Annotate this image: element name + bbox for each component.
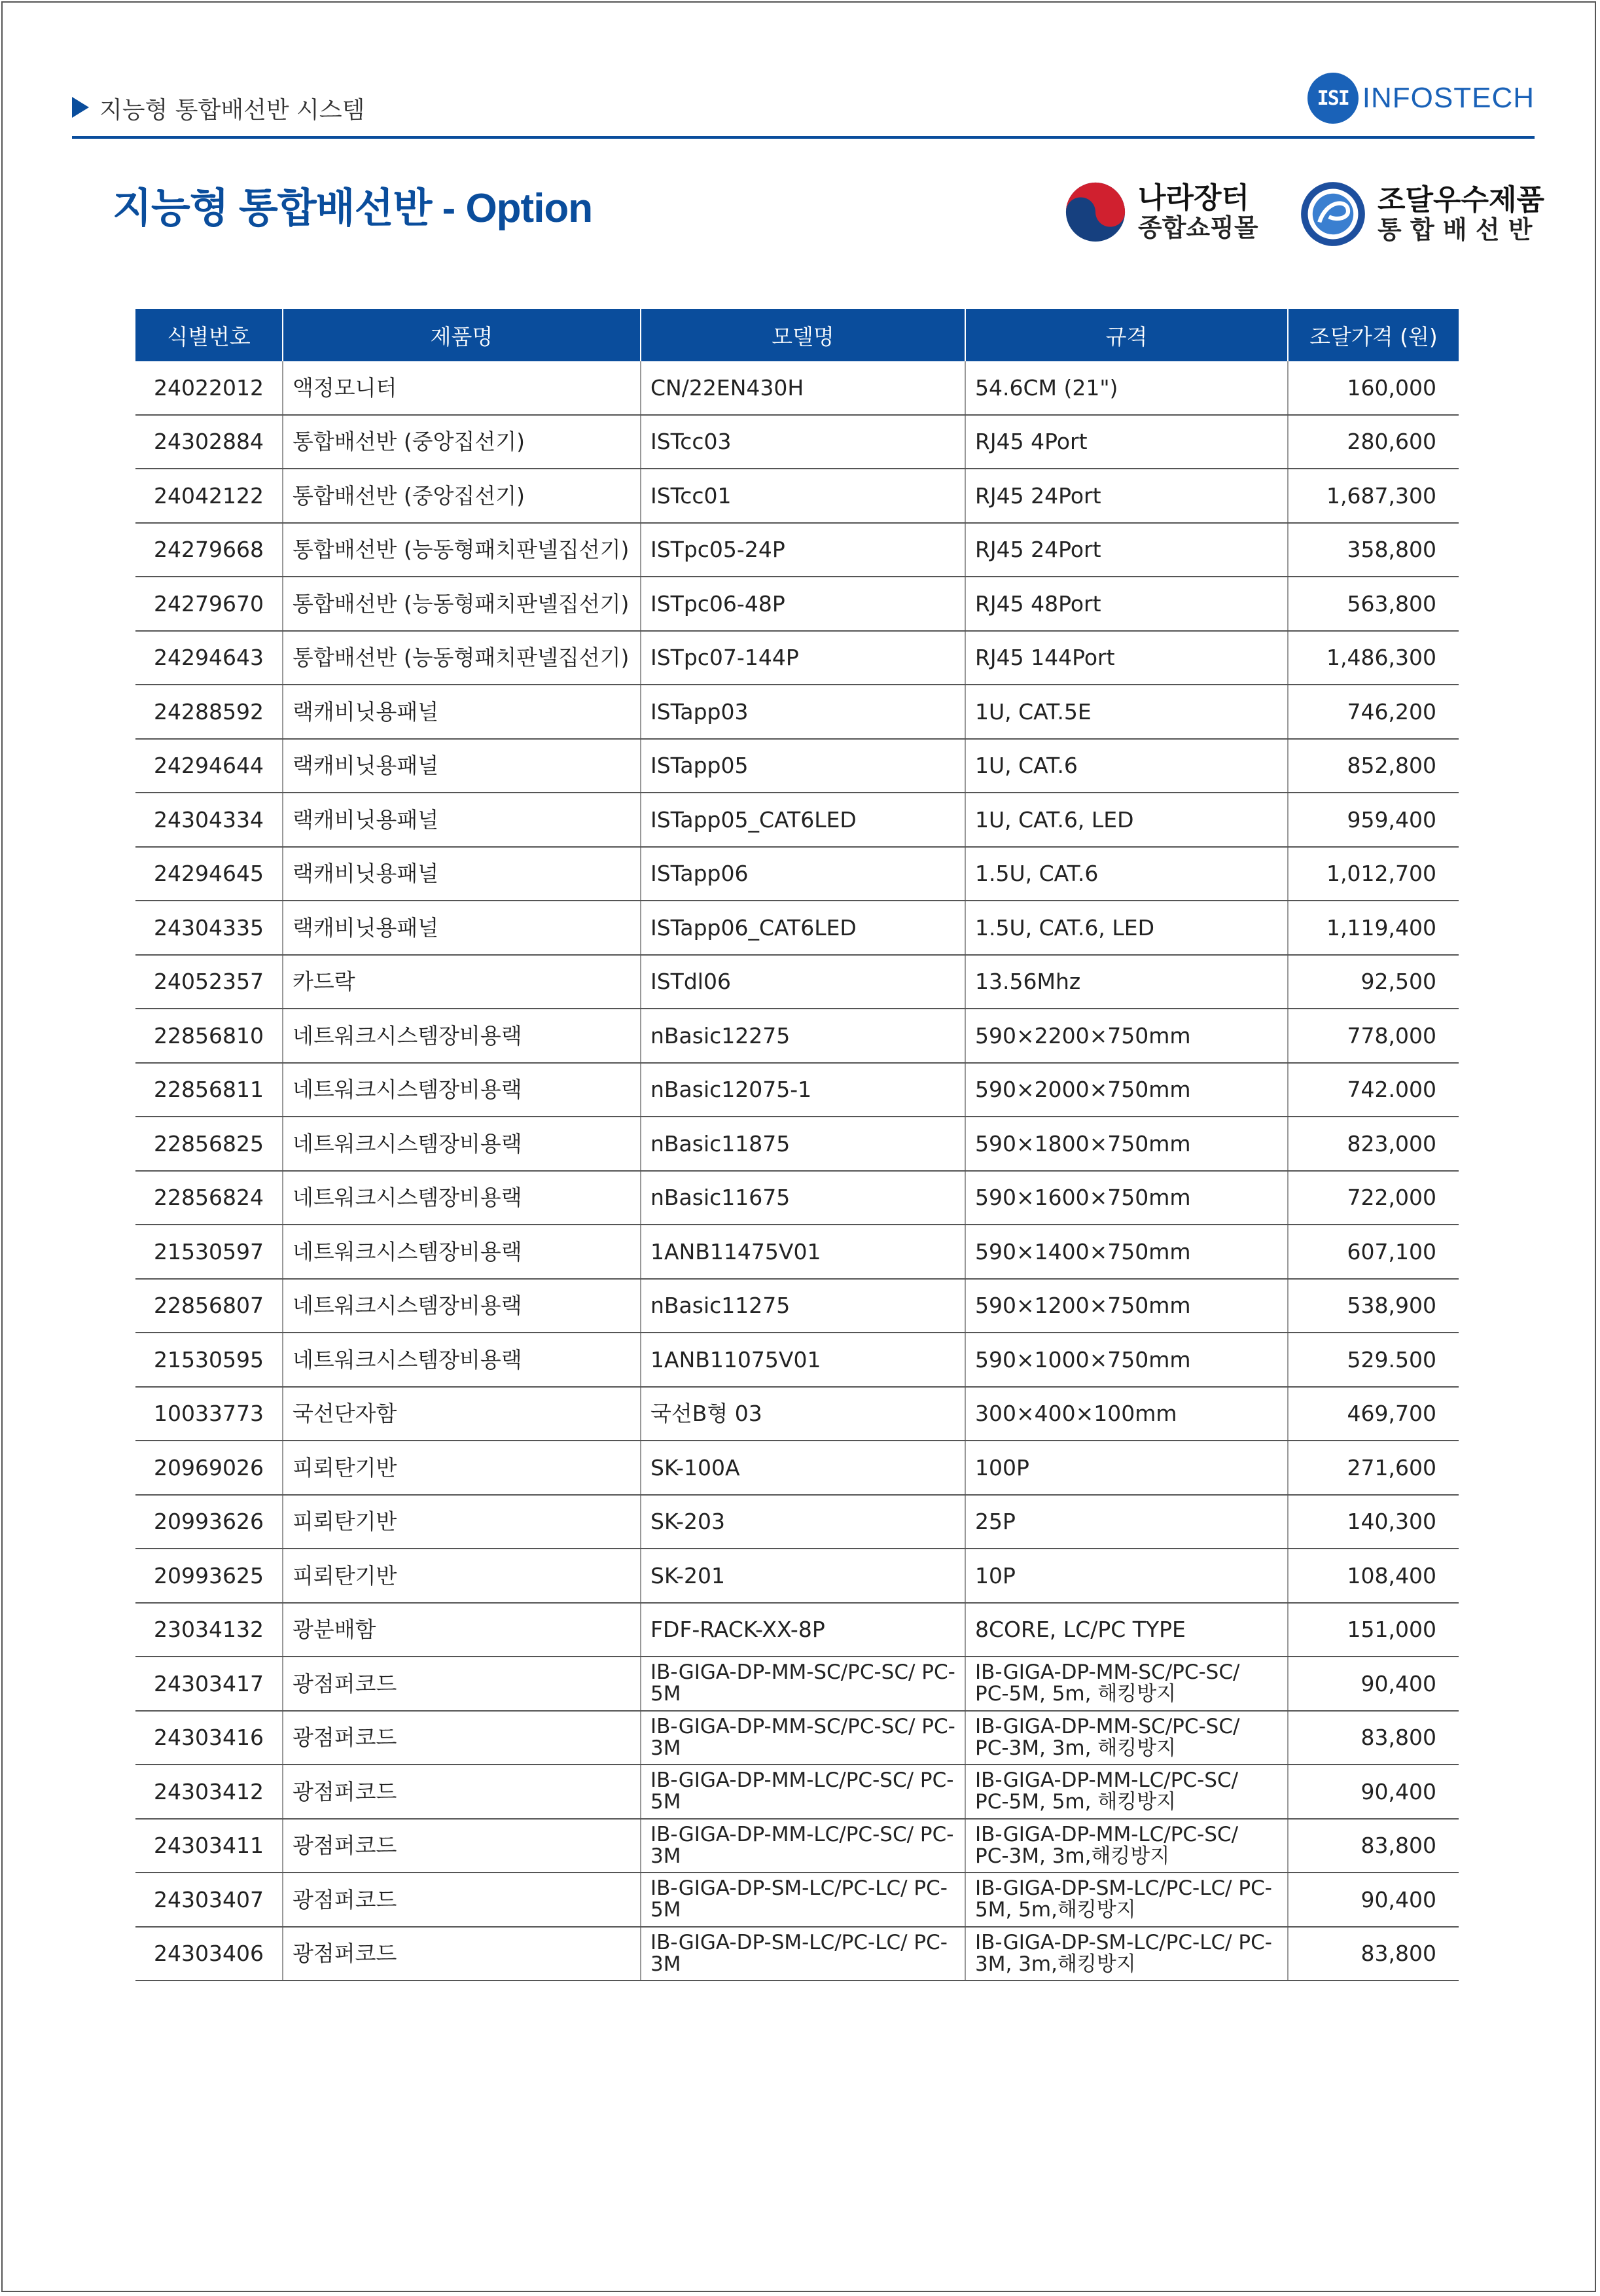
cell-model: ISTapp06 [641, 847, 965, 901]
price-table [135, 309, 1459, 1981]
cell-spec: 300×400×100mm [965, 1387, 1288, 1441]
table-body [135, 361, 1459, 1981]
cell-id: 24022012 [135, 361, 283, 415]
cell-model: ISTcc03 [641, 415, 965, 469]
cell-id: 24294644 [135, 739, 283, 793]
col-header-product: 제품명 [283, 309, 641, 361]
infostech-logo-mark: ISI [1307, 73, 1359, 124]
cell-product: 네트워크시스템장비용랙 [283, 1063, 641, 1117]
cell-product: 광점퍼코드 [283, 1873, 641, 1927]
cell-product: 네트워크시스템장비용랙 [283, 1279, 641, 1333]
cell-price: 742.000 [1288, 1063, 1459, 1117]
cell-id: 22856810 [135, 1009, 283, 1063]
cell-id: 23034132 [135, 1603, 283, 1657]
cell-id: 24042122 [135, 469, 283, 523]
cell-product: 네트워크시스템장비용랙 [283, 1009, 641, 1063]
cell-product: 랙캐비닛용패널 [283, 901, 641, 955]
table-row [135, 1441, 1459, 1495]
nara-marketplace-badge [1063, 180, 1258, 244]
cell-price: 529.500 [1288, 1333, 1459, 1387]
cell-price: 538,900 [1288, 1279, 1459, 1333]
cell-spec: 1U, CAT.6, LED [965, 793, 1288, 847]
cell-model: nBasic12275 [641, 1009, 965, 1063]
cell-model: SK-201 [641, 1549, 965, 1603]
cell-price: 563,800 [1288, 577, 1459, 631]
cell-price: 90,400 [1288, 1765, 1459, 1819]
cell-spec: 1U, CAT.5E [965, 685, 1288, 739]
cell-model: ISTpc06-48P [641, 577, 965, 631]
nara-line2: 종합쇼핑몰 [1138, 213, 1258, 243]
cell-price: 607,100 [1288, 1225, 1459, 1279]
cell-price: 1,486,300 [1288, 631, 1459, 685]
cell-spec: IB-GIGA-DP-MM-LC/PC-SC/ PC-3M, 3m,해킹방지 [965, 1819, 1288, 1873]
cell-product: 피뢰탄기반 [283, 1549, 641, 1603]
cell-price: 823,000 [1288, 1117, 1459, 1171]
cell-id: 10033773 [135, 1387, 283, 1441]
table-row [135, 1657, 1459, 1711]
col-header-id: 식별번호 [135, 309, 283, 361]
cell-product: 피뢰탄기반 [283, 1441, 641, 1495]
cell-product: 랙캐비닛용패널 [283, 739, 641, 793]
cell-model: ISTpc05-24P [641, 523, 965, 577]
cell-spec: 590×1000×750mm [965, 1333, 1288, 1387]
cell-model: ISTapp03 [641, 685, 965, 739]
cell-spec: 25P [965, 1495, 1288, 1549]
page-title: 지능형 통합배선반 - Option [113, 186, 593, 231]
cell-product: 카드락 [283, 955, 641, 1009]
pps-line2: 통 합 배 선 반 [1378, 215, 1533, 245]
cell-id: 24052357 [135, 955, 283, 1009]
cell-price: 90,400 [1288, 1873, 1459, 1927]
cell-price: 722,000 [1288, 1171, 1459, 1225]
cell-price: 108,400 [1288, 1549, 1459, 1603]
cell-model: IB-GIGA-DP-MM-LC/PC-SC/ PC-5M [641, 1765, 965, 1819]
cell-model: ISTapp06_CAT6LED [641, 901, 965, 955]
table-row [135, 1117, 1459, 1171]
cell-spec: IB-GIGA-DP-SM-LC/PC-LC/ PC-5M, 5m,해킹방지 [965, 1873, 1288, 1927]
cell-price: 746,200 [1288, 685, 1459, 739]
table-row [135, 1765, 1459, 1819]
procurement-seal-icon [1299, 180, 1367, 248]
cell-price: 1,687,300 [1288, 469, 1459, 523]
cell-product: 광점퍼코드 [283, 1927, 641, 1981]
cell-spec: 8CORE, LC/PC TYPE [965, 1603, 1288, 1657]
cell-model: 1ANB11475V01 [641, 1225, 965, 1279]
table-row [135, 901, 1459, 955]
taegeuk-icon [1063, 180, 1128, 244]
cell-price: 92,500 [1288, 955, 1459, 1009]
cell-model: nBasic11675 [641, 1171, 965, 1225]
cell-spec: 13.56Mhz [965, 955, 1288, 1009]
table-row [135, 1873, 1459, 1927]
cell-spec: IB-GIGA-DP-SM-LC/PC-LC/ PC-3M, 3m,해킹방지 [965, 1927, 1288, 1981]
cell-id: 24303406 [135, 1927, 283, 1981]
cell-spec: 590×2000×750mm [965, 1063, 1288, 1117]
table-row [135, 1711, 1459, 1765]
cell-spec: 1.5U, CAT.6 [965, 847, 1288, 901]
cell-product: 피뢰탄기반 [283, 1495, 641, 1549]
col-header-model: 모델명 [641, 309, 965, 361]
cell-spec: RJ45 48Port [965, 577, 1288, 631]
cell-spec: 590×1400×750mm [965, 1225, 1288, 1279]
cell-id: 20993625 [135, 1549, 283, 1603]
cell-id: 24303412 [135, 1765, 283, 1819]
cell-model: SK-100A [641, 1441, 965, 1495]
cell-spec: 590×1200×750mm [965, 1279, 1288, 1333]
cell-spec: 100P [965, 1441, 1288, 1495]
table-row [135, 1819, 1459, 1873]
cell-id: 24288592 [135, 685, 283, 739]
cell-product: 통합배선반 (능동형패치판넬집선기) [283, 631, 641, 685]
cell-price: 83,800 [1288, 1711, 1459, 1765]
cell-model: ISTpc07-144P [641, 631, 965, 685]
cell-spec: 590×2200×750mm [965, 1009, 1288, 1063]
cell-price: 778,000 [1288, 1009, 1459, 1063]
cell-id: 22856811 [135, 1063, 283, 1117]
cell-spec: 54.6CM (21") [965, 361, 1288, 415]
infostech-logo [1307, 72, 1535, 124]
cell-id: 22856807 [135, 1279, 283, 1333]
cell-product: 네트워크시스템장비용랙 [283, 1333, 641, 1387]
table-row [135, 361, 1459, 415]
cell-spec: RJ45 144Port [965, 631, 1288, 685]
cell-model: nBasic11875 [641, 1117, 965, 1171]
cell-model: nBasic11275 [641, 1279, 965, 1333]
system-title: 지능형 통합배선반 시스템 [99, 97, 365, 124]
table-row [135, 793, 1459, 847]
cell-price: 90,400 [1288, 1657, 1459, 1711]
cell-spec: IB-GIGA-DP-MM-SC/PC-SC/ PC-3M, 3m, 해킹방지 [965, 1711, 1288, 1765]
cell-id: 24294645 [135, 847, 283, 901]
cell-spec: IB-GIGA-DP-MM-SC/PC-SC/ PC-5M, 5m, 해킹방지 [965, 1657, 1288, 1711]
cell-id: 21530597 [135, 1225, 283, 1279]
cell-spec: IB-GIGA-DP-MM-LC/PC-SC/ PC-5M, 5m, 해킹방지 [965, 1765, 1288, 1819]
table-row [135, 1171, 1459, 1225]
cell-model: IB-GIGA-DP-MM-SC/PC-SC/ PC-5M [641, 1657, 965, 1711]
cell-product: 광점퍼코드 [283, 1657, 641, 1711]
cell-spec: RJ45 24Port [965, 469, 1288, 523]
cell-model: 1ANB11075V01 [641, 1333, 965, 1387]
cell-spec: 1U, CAT.6 [965, 739, 1288, 793]
col-header-spec: 규격 [965, 309, 1288, 361]
cell-product: 랙캐비닛용패널 [283, 847, 641, 901]
cell-product: 통합배선반 (능동형패치판넬집선기) [283, 577, 641, 631]
cell-id: 24304334 [135, 793, 283, 847]
cell-model: IB-GIGA-DP-SM-LC/PC-LC/ PC-5M [641, 1873, 965, 1927]
table-row [135, 1927, 1459, 1981]
cell-product: 광점퍼코드 [283, 1765, 641, 1819]
cell-model: IB-GIGA-DP-MM-LC/PC-SC/ PC-3M [641, 1819, 965, 1873]
cell-price: 160,000 [1288, 361, 1459, 415]
cell-id: 24279670 [135, 577, 283, 631]
cell-id: 24303416 [135, 1711, 283, 1765]
col-header-price: 조달가격 (원) [1288, 309, 1459, 361]
top-header [72, 72, 1535, 139]
infostech-logo-text: INFOSTECH [1362, 82, 1535, 114]
cell-product: 네트워크시스템장비용랙 [283, 1171, 641, 1225]
table-row [135, 847, 1459, 901]
table-row [135, 577, 1459, 631]
cell-id: 24303407 [135, 1873, 283, 1927]
table-row [135, 1495, 1459, 1549]
cell-price: 140,300 [1288, 1495, 1459, 1549]
cell-price: 1,012,700 [1288, 847, 1459, 901]
cell-model: IB-GIGA-DP-MM-SC/PC-SC/ PC-3M [641, 1711, 965, 1765]
cell-product: 액정모니터 [283, 361, 641, 415]
cell-model: FDF-RACK-XX-8P [641, 1603, 965, 1657]
cell-price: 83,800 [1288, 1927, 1459, 1981]
table-header-row [135, 309, 1459, 361]
cell-spec: 1.5U, CAT.6, LED [965, 901, 1288, 955]
cell-product: 광점퍼코드 [283, 1711, 641, 1765]
cell-price: 959,400 [1288, 793, 1459, 847]
cell-product: 광분배함 [283, 1603, 641, 1657]
cell-price: 151,000 [1288, 1603, 1459, 1657]
table-row [135, 523, 1459, 577]
cell-spec: RJ45 4Port [965, 415, 1288, 469]
cell-id: 22856825 [135, 1117, 283, 1171]
table-row [135, 415, 1459, 469]
cell-spec: 10P [965, 1549, 1288, 1603]
table-row [135, 631, 1459, 685]
cell-price: 280,600 [1288, 415, 1459, 469]
cell-id: 24302884 [135, 415, 283, 469]
table-row [135, 1549, 1459, 1603]
cell-product: 랙캐비닛용패널 [283, 685, 641, 739]
table-row [135, 1063, 1459, 1117]
cell-price: 271,600 [1288, 1441, 1459, 1495]
table-row [135, 1603, 1459, 1657]
cell-id: 24279668 [135, 523, 283, 577]
cell-model: ISTapp05 [641, 739, 965, 793]
cell-model: 국선B형 03 [641, 1387, 965, 1441]
cell-price: 358,800 [1288, 523, 1459, 577]
cell-price: 83,800 [1288, 1819, 1459, 1873]
table-row [135, 1225, 1459, 1279]
cell-price: 1,119,400 [1288, 901, 1459, 955]
cell-id: 21530595 [135, 1333, 283, 1387]
cell-product: 네트워크시스템장비용랙 [283, 1117, 641, 1171]
cell-model: ISTcc01 [641, 469, 965, 523]
nara-line1: 나라장터 [1138, 181, 1250, 215]
cell-id: 24303411 [135, 1819, 283, 1873]
cell-price: 852,800 [1288, 739, 1459, 793]
table-row [135, 1009, 1459, 1063]
cell-product: 통합배선반 (중앙집선기) [283, 415, 641, 469]
cell-product: 랙캐비닛용패널 [283, 793, 641, 847]
cell-product: 네트워크시스템장비용랙 [283, 1225, 641, 1279]
table-row [135, 685, 1459, 739]
cell-model: nBasic12075-1 [641, 1063, 965, 1117]
cell-spec: 590×1800×750mm [965, 1117, 1288, 1171]
cell-id: 24303417 [135, 1657, 283, 1711]
cell-product: 통합배선반 (중앙집선기) [283, 469, 641, 523]
pps-line1: 조달우수제품 [1378, 183, 1545, 217]
cell-model: CN/22EN430H [641, 361, 965, 415]
cell-id: 22856824 [135, 1171, 283, 1225]
excellent-procurement-badge [1299, 180, 1544, 248]
cell-id: 20969026 [135, 1441, 283, 1495]
cell-spec: RJ45 24Port [965, 523, 1288, 577]
cell-spec: 590×1600×750mm [965, 1171, 1288, 1225]
table-row [135, 469, 1459, 523]
cell-model: SK-203 [641, 1495, 965, 1549]
triangle-bullet-icon [72, 97, 89, 118]
cell-product: 통합배선반 (능동형패치판넬집선기) [283, 523, 641, 577]
table-row [135, 1279, 1459, 1333]
table-row [135, 739, 1459, 793]
cell-model: ISTapp05_CAT6LED [641, 793, 965, 847]
cell-model: IB-GIGA-DP-SM-LC/PC-LC/ PC-3M [641, 1927, 965, 1981]
cell-id: 24294643 [135, 631, 283, 685]
cell-id: 20993626 [135, 1495, 283, 1549]
cell-product: 국선단자함 [283, 1387, 641, 1441]
cell-price: 469,700 [1288, 1387, 1459, 1441]
cell-model: ISTdl06 [641, 955, 965, 1009]
cell-product: 광점퍼코드 [283, 1819, 641, 1873]
cell-id: 24304335 [135, 901, 283, 955]
table-row [135, 1387, 1459, 1441]
table-row [135, 955, 1459, 1009]
table-row [135, 1333, 1459, 1387]
